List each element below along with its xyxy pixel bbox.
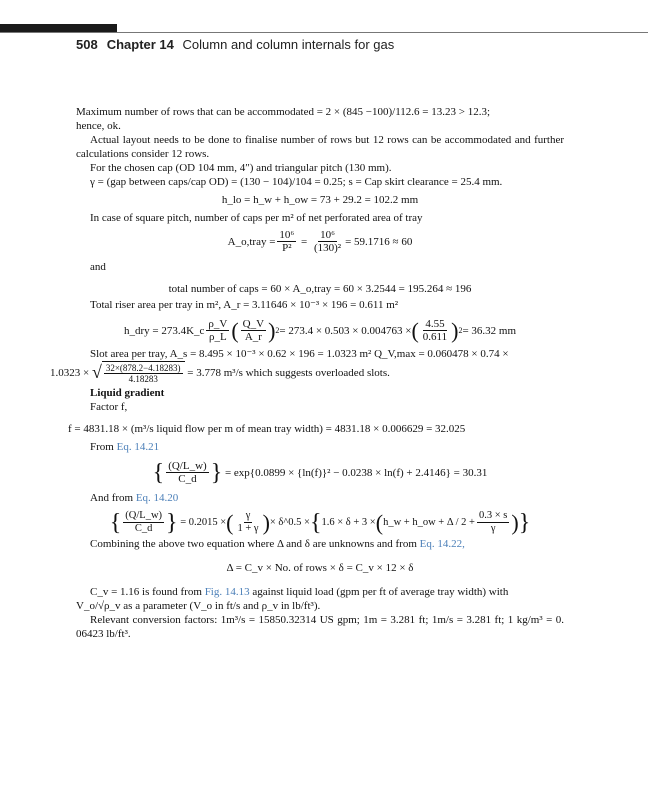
frac-q-cd-2: $\frac{(Q/L\_w)}{C\_d}$	[125, 510, 163, 534]
frac-gamma: $\frac{\gamma}{1 + \gamma}$	[237, 510, 259, 534]
eq-riser: Total riser area per tray in m², A_r = 3.11646 × 10⁻³ × 196 = 0.611 m²	[90, 299, 399, 311]
sqrt-term: √ $\frac{32\times(878.2-4.18283)}{4.18283}$	[92, 361, 185, 384]
frac-skirt: $\frac{0.3 \times s}{\gamma}$	[478, 510, 508, 534]
para-cap: For the chosen cap (OD 104 mm, 4″) and triangular pitch (130 mm).	[90, 162, 392, 174]
para-square: In case of square pitch, number of caps per m² of net perforated area of tray	[90, 212, 423, 224]
para-from-21: From Eq. 14.21	[90, 441, 160, 453]
para-gamma: γ = (gap between caps/cap OD) = (130 − 104)/104 = 0.25; s = Cap skirt clearance = 25.4 mm.	[90, 176, 503, 188]
eq-14-20: { $\frac{(Q/L\_w)}{C\_d}$ } = 0.2015 × ( $\frac{\gamma}{1 + \gamma}$ ) × δ^0.5 × { 1.6 × δ + 3 × ( h_w + h_ow + Δ / 2 + $\frac{0.3 \times s}{\gamma}$ ) }	[109, 509, 531, 536]
para-factor: Factor f,	[90, 401, 128, 413]
header-rule	[0, 32, 648, 33]
para-actual: Actual layout needs to be done to finalise number of rows but 12 rows can be accommodated and further calculations consider 12 rows.	[76, 134, 564, 160]
running-header	[76, 37, 394, 52]
chapter-label: Chapter 14	[106, 37, 174, 52]
para-cv: C_v = 1.16 is found from Fig. 14.13 against liquid load (gpm per ft of average tray width) with V_o/√ρ_v as a parameter (V_o in ft/s and ρ_v in lb/ft³).	[76, 586, 509, 612]
para-slot: Slot area per tray, A_s = 8.495 × 10⁻³ × 0.62 × 196 = 1.0323 m² Q_V,max = 0.060478 × 0.74 ×	[90, 348, 509, 360]
frac-ao-2: $\frac{\text{10⁶}}{\text{(130)²}}$	[313, 229, 342, 254]
para-conv: Relevant conversion factors: 1m³/s = 15850.32314 US gpm; 1m = 3.281 ft; 1m/s = 3.281 ft; 1 kg/m³ = 0. 06423 lb/ft³.	[76, 614, 564, 640]
link-eq-14-22[interactable]: Eq. 14.22,	[419, 538, 465, 550]
eq-ao-tray: A_o,tray = $\frac{\text{10⁶}}{\text{P²}}$ = $\frac{\text{10⁶}}{\text{(130)²}}$ = 59.1716 ≈ 60	[227, 229, 413, 254]
chapter-title: Column and column internals for gas	[182, 37, 395, 52]
frac-qv-ar: $\frac{Q\_V}{A\_r}$	[242, 318, 265, 343]
word-and: and	[90, 261, 106, 273]
para-from-20: And from Eq. 14.20	[90, 492, 179, 504]
frac-455: $\frac{4.55}{0.611}$	[422, 318, 448, 343]
para-rows: Maximum number of rows that can be accommodated = 2 × (845 −100)/112.6 = 13.23 > 12.3; hence, ok.	[76, 106, 491, 132]
para-combining: Combining the above two equation where Δ and δ are unknowns and from Eq. 14.22,	[90, 538, 465, 550]
eq-f: f = 4831.18 × (m³/s liquid flow per m of mean tray width) = 4831.18 × 0.006629 = 32.025	[68, 423, 466, 435]
frac-rho: $\frac{\rho\_V}{\rho\_L}$	[208, 318, 228, 343]
eq-14-21: { $\frac{(Q/L\_w)}{C\_d}$ } = exp{0.0899 × {ln(f)}² − 0.0238 × ln(f) + 2.4146} = 30.31	[152, 459, 488, 486]
eq-hlo: h_lo = h_w + h_ow = 73 + 29.2 = 102.2 mm	[221, 194, 419, 206]
eq-delta: Δ = C_v × No. of rows × δ = C_v × 12 × δ	[226, 562, 414, 574]
eq-total-caps: total number of caps = 60 × A_o,tray = 60 × 3.2544 = 195.264 ≈ 196	[168, 283, 472, 295]
link-fig-14-13[interactable]: Fig. 14.13	[204, 586, 250, 598]
frac-ao-1: $\frac{\text{10⁶}}{\text{P²}}$	[279, 229, 295, 254]
frac-sqrt: $\frac{32\times(878.2-4.18283)}{4.18283}$	[105, 363, 181, 384]
eq-sqrt: 1.0323 × √ $\frac{32\times(878.2-4.18283)}{4.18283}$ = 3.778 m³/s which suggests overloaded slots.	[50, 362, 390, 384]
link-eq-14-20[interactable]: Eq. 14.20	[135, 492, 179, 504]
page-number: 508	[76, 37, 98, 52]
link-eq-14-21[interactable]: Eq. 14.21	[116, 441, 160, 453]
section-heading: Liquid gradient	[90, 387, 165, 399]
frac-q-cd-1: $\frac{(Q/L\_w)}{C\_d}$	[168, 460, 207, 485]
page-body	[50, 105, 564, 641]
eq-hdry: h_dry = 273.4K_c $\frac{\rho\_V}{\rho\_L}$ ( $\frac{Q\_V}{A\_r}$ ) 2 = 273.4 × 0.503 × 0.004763 × ( $\frac{4.55}{0.611}$ ) 2 = 36.32 mm	[123, 317, 517, 343]
